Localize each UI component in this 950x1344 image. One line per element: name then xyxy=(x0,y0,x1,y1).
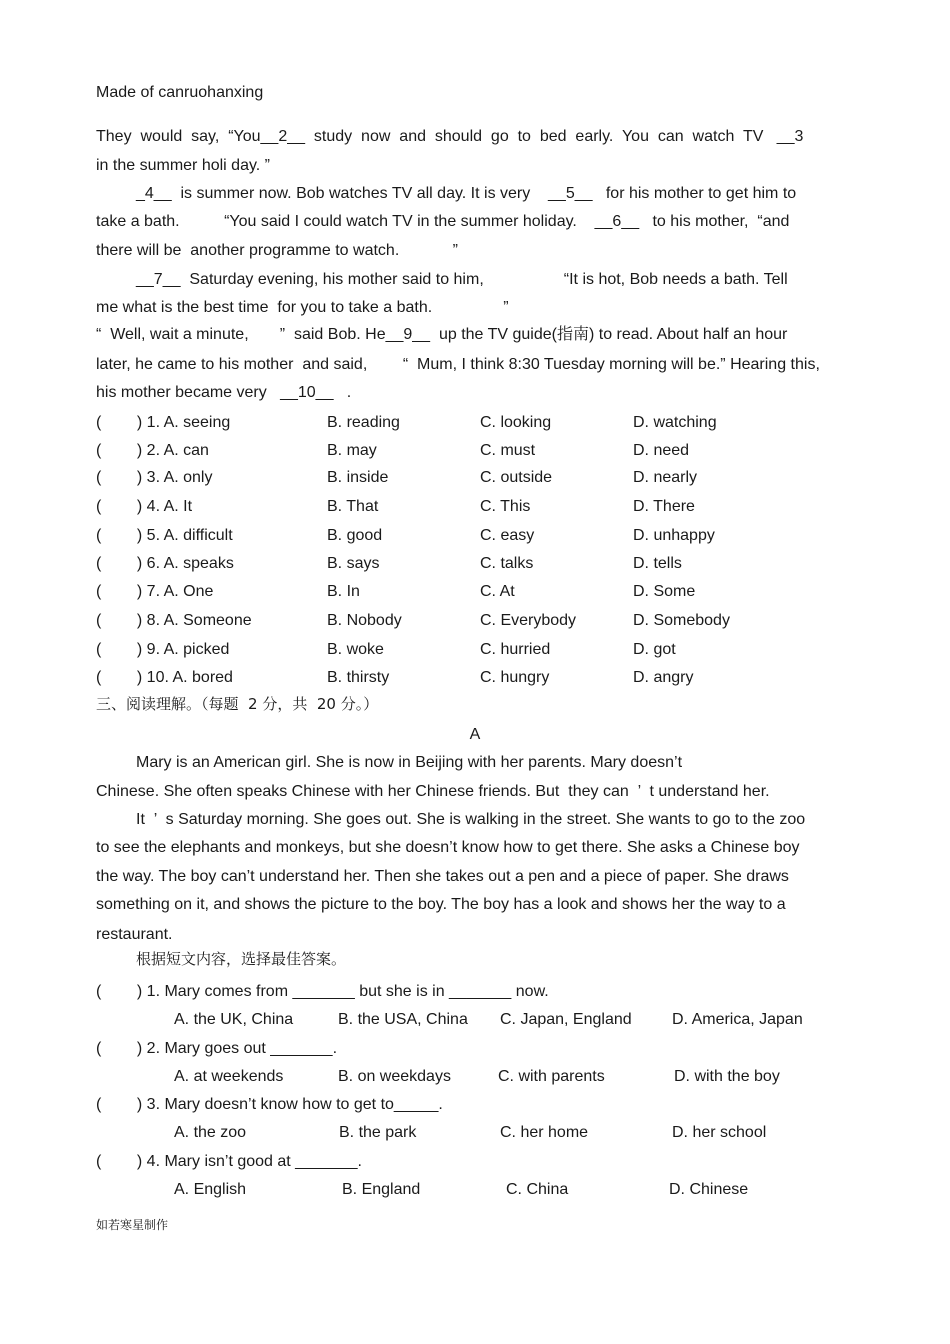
option-d: D. need xyxy=(633,442,690,459)
option-c: C. her home xyxy=(500,1124,589,1141)
cloze-line-2: in the summer holi day. ” xyxy=(96,157,270,174)
passage-label: A xyxy=(469,726,481,743)
option-b: B. says xyxy=(327,555,380,572)
passage-line-5: the way. The boy can’t understand her. Then she takes out a pen and a piece of paper. She draws xyxy=(96,868,789,885)
option-d: D. angry xyxy=(633,669,694,686)
option-b: B. inside xyxy=(327,469,389,486)
option-c: C. At xyxy=(480,583,515,600)
question-number: ( ) 8. A. Someone xyxy=(96,612,252,629)
option-b: B. the park xyxy=(339,1124,417,1141)
option-d: D. Chinese xyxy=(669,1181,749,1198)
option-a: A. the UK, China xyxy=(174,1011,294,1028)
cloze-line-5: there will be another programme to watch. ” xyxy=(96,242,458,259)
cloze-line-10: his mother became very __10__ . xyxy=(96,384,352,401)
option-d: D. Somebody xyxy=(633,612,730,629)
passage-line-2: Chinese. She often speaks Chinese with her Chinese friends. But they can ’ t understand her. xyxy=(96,783,770,800)
passage-line-4: to see the elephants and monkeys, but she doesn’t know how to get there. She asks a Chinese boy xyxy=(96,839,800,856)
option-d: D. with the boy xyxy=(674,1068,780,1085)
option-b: B. thirsty xyxy=(327,669,390,686)
option-d: D. unhappy xyxy=(633,527,715,544)
option-b: B. In xyxy=(327,583,360,600)
option-d: D. tells xyxy=(633,555,682,572)
option-c: C. This xyxy=(480,498,531,515)
question-stem: ( ) 2. Mary goes out _______. xyxy=(96,1040,338,1057)
option-d: D. got xyxy=(633,641,676,658)
option-c: C. talks xyxy=(480,555,534,572)
option-b: B. reading xyxy=(327,414,400,431)
option-d: D. nearly xyxy=(633,469,698,486)
option-a: A. at weekends xyxy=(174,1068,284,1085)
passage-line-7: restaurant. xyxy=(96,926,173,943)
question-number: ( ) 1. A. seeing xyxy=(96,414,231,431)
option-c: C. hungry xyxy=(480,669,550,686)
option-b: B. the USA, China xyxy=(338,1011,468,1028)
reading-instruction: 根据短文内容，选择最佳答案。 xyxy=(136,950,347,968)
reading-section-title: 三、阅读理解。（每题 2 分，共 20 分。） xyxy=(96,695,379,713)
passage-line-3: It ’ s Saturday morning. She goes out. She is walking in the street. She wants to go to the zoo xyxy=(136,811,806,828)
cloze-line-3: _4__ is summer now. Bob watches TV all day. It is very __5__ for his mother to get him to xyxy=(136,185,797,202)
cloze-line-7: me what is the best time for you to take a bath. ” xyxy=(96,299,509,316)
option-b: B. may xyxy=(327,442,377,459)
option-b: B. woke xyxy=(327,641,384,658)
question-number: ( ) 7. A. One xyxy=(96,583,214,600)
cloze-line-4: take a bath. “You said I could watch TV in the summer holiday. __6__ to his mother, “and xyxy=(96,213,790,230)
option-d: D. Some xyxy=(633,583,696,600)
option-d: D. watching xyxy=(633,414,717,431)
question-stem: ( ) 4. Mary isn’t good at _______. xyxy=(96,1153,362,1170)
passage-line-1: Mary is an American girl. She is now in Beijing with her parents. Mary doesn’t xyxy=(136,754,683,771)
cloze-line-1: They would say, “You__2__ study now and should go to bed early. You can watch TV __3 xyxy=(96,128,804,145)
option-b: B. Nobody xyxy=(327,612,402,629)
option-b: B. That xyxy=(327,498,379,515)
question-number: ( ) 6. A. speaks xyxy=(96,555,234,572)
document-header: Made of canruohanxing xyxy=(96,84,264,101)
passage-line-6: something on it, and shows the picture to the boy. The boy has a look and shows her the way to a xyxy=(96,896,786,913)
page-footer: 如若寒星制作 xyxy=(96,1218,169,1232)
question-number: ( ) 3. A. only xyxy=(96,469,213,486)
option-a: A. the zoo xyxy=(174,1124,247,1141)
option-c: C. Japan, England xyxy=(500,1011,632,1028)
question-number: ( ) 9. A. picked xyxy=(96,641,230,658)
option-c: C. hurried xyxy=(480,641,551,658)
question-number: ( ) 10. A. bored xyxy=(96,669,233,686)
option-d: D. There xyxy=(633,498,695,515)
cloze-line-9: later, he came to his mother and said, “ Mum, I think 8:30 Tuesday morning will be.” Hearing this, xyxy=(96,356,820,373)
cloze-line-6: __7__ Saturday evening, his mother said to him, “It is hot, Bob needs a bath. Tell xyxy=(136,271,788,288)
option-b: B. England xyxy=(342,1181,421,1198)
question-number: ( ) 4. A. It xyxy=(96,498,193,515)
option-c: C. Everybody xyxy=(480,612,577,629)
question-stem: ( ) 3. Mary doesn’t know how to get to_____. xyxy=(96,1096,443,1113)
option-d: D. America, Japan xyxy=(672,1011,803,1028)
option-c: C. China xyxy=(506,1181,569,1198)
question-number: ( ) 5. A. difficult xyxy=(96,527,233,544)
question-number: ( ) 2. A. can xyxy=(96,442,209,459)
option-c: C. must xyxy=(480,442,536,459)
question-stem: ( ) 1. Mary comes from _______ but she is in _______ now. xyxy=(96,983,549,1000)
option-c: C. outside xyxy=(480,469,553,486)
option-b: B. good xyxy=(327,527,383,544)
option-c: C. easy xyxy=(480,527,535,544)
cloze-line-8: “ Well, wait a minute, ” said Bob. He__9__ up the TV guide(指南) to read. About half an hour xyxy=(96,326,788,343)
option-b: B. on weekdays xyxy=(338,1068,451,1085)
option-c: C. looking xyxy=(480,414,552,431)
option-c: C. with parents xyxy=(498,1068,605,1085)
option-d: D. her school xyxy=(672,1124,767,1141)
option-a: A. English xyxy=(174,1181,247,1198)
